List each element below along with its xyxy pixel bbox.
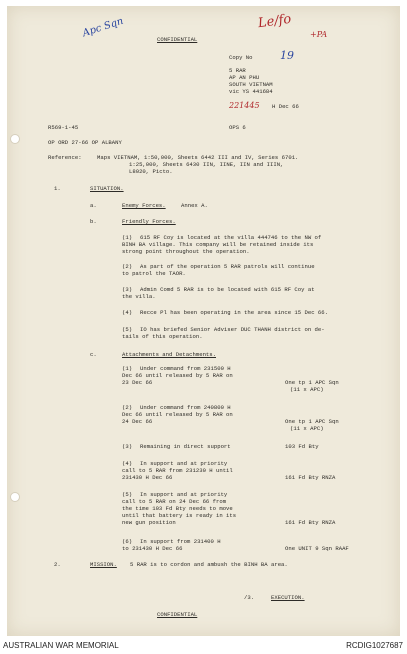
friendly-item-line: Admin Comd 5 RAR is to be located with 615 RF Coy at	[140, 286, 315, 293]
attachment-number: (3)	[122, 443, 133, 450]
punch-hole	[10, 134, 20, 144]
attachment-line: call to 5 RAR from 231230 H until	[122, 467, 233, 474]
para-b-letter: b.	[90, 218, 97, 225]
friendly-item-number: (3)	[122, 286, 133, 293]
attachment-unit: 161 Fd Bty RNZA	[285, 474, 336, 481]
archive-id: RCDIG1027687	[346, 641, 403, 650]
order-title: OP ORD 27-66 OP ALBANY	[48, 139, 122, 146]
copy-no-value: 19	[280, 49, 294, 62]
para-1-number: 1.	[54, 185, 61, 192]
friendly-item-line: 615 RF Coy is located at the villa 444746 to the NW of	[140, 234, 322, 241]
attachment-line: Remaining in direct support	[140, 443, 231, 450]
attachment-line: Dec 66 until released by 5 RAR on	[122, 372, 233, 379]
ops-number: OPS 6	[229, 124, 246, 131]
attachment-unit: One tp 1 APC Sqn	[285, 418, 339, 425]
friendly-item-line: tails of this operation.	[122, 333, 203, 340]
mission-heading: MISSION.	[90, 561, 117, 568]
friendly-item-number: (2)	[122, 263, 133, 270]
country: SOUTH VIETNAM	[229, 81, 273, 88]
friendly-item-line: IO has briefed Senior Adviser DUC THANH district on de-	[140, 326, 325, 333]
annotation-red-pa: +PA	[310, 30, 328, 39]
attachment-line: new gun position	[122, 519, 176, 526]
attachment-line: 23 Dec 66	[122, 379, 153, 386]
attachment-unit: One tp 1 APC Sqn	[285, 379, 339, 386]
friendly-item-line: BINH BA village. This company will be retained inside its	[122, 241, 314, 248]
enemy-forces-text: Annex A.	[181, 202, 208, 209]
reference-line: Maps VIETNAM, 1:50,000, Sheets 6442 III and IV, Series 6701.	[97, 154, 299, 161]
reference-line: L8020, Picto.	[129, 168, 173, 175]
para-c-letter: c.	[90, 351, 97, 358]
attachment-line: the time 103 Fd Bty needs to move	[122, 505, 233, 512]
para-a-letter: a.	[90, 202, 97, 209]
attachment-unit: One UNIT 9 Sqn RAAF	[285, 545, 349, 552]
annotation-apc-sqn: Apc Sqn	[81, 15, 125, 40]
attachment-line: 24 Dec 66	[122, 418, 153, 425]
friendly-item-line: strong point throughout the operation.	[122, 248, 250, 255]
attachment-line: In support and at priority	[140, 491, 228, 498]
grid-ref: vic YS 441684	[229, 88, 273, 95]
attachment-number: (6)	[122, 538, 133, 545]
para-2-number: 2.	[54, 561, 61, 568]
attachment-number: (5)	[122, 491, 133, 498]
friendly-forces-heading: Friendly Forces.	[122, 218, 176, 225]
attachment-unit: 103 Fd Bty	[285, 443, 319, 450]
reference-label: Reference:	[48, 154, 82, 161]
attachment-line: call to 5 RAR on 24 Dec 66 from	[122, 498, 227, 505]
attachment-line: Under command from 231500 H	[140, 365, 231, 372]
dtg-handwritten: 221445	[229, 101, 260, 110]
mission-text: 5 RAR is to cordon and ambush the BINH BA area.	[130, 561, 288, 568]
attachments-heading: Attachments and Detachments.	[122, 351, 216, 358]
annotation-red-initials: Le/fo	[257, 11, 293, 32]
archive-institution: AUSTRALIAN WAR MEMORIAL	[3, 641, 119, 650]
post-office: AP AN PHU	[229, 74, 260, 81]
classification-bottom: CONFIDENTIAL	[157, 611, 198, 618]
unit: 5 RAR	[229, 67, 246, 74]
punch-hole	[10, 492, 20, 502]
attachment-unit: (11 x APC)	[290, 386, 324, 393]
friendly-item-number: (4)	[122, 309, 133, 316]
friendly-item-line: As part of the operation 5 RAR patrols will continue	[140, 263, 315, 270]
attachment-line: until that battery is ready in its	[122, 512, 237, 519]
attachment-line: In support from 231400 H	[140, 538, 221, 545]
reference-line: 1:25,000, Sheets 6430 IIN, IINE, IIN and IIIN,	[129, 161, 284, 168]
classification-top: CONFIDENTIAL	[157, 36, 198, 43]
attachment-line: 231430 H Dec 66	[122, 474, 173, 481]
attachment-number: (2)	[122, 404, 133, 411]
attachment-line: Under command from 240800 H	[140, 404, 231, 411]
continuation-text: EXECUTION.	[271, 594, 305, 601]
para-1-heading: SITUATION.	[90, 185, 124, 192]
friendly-item-line: the villa.	[122, 293, 156, 300]
enemy-forces-heading: Enemy Forces.	[122, 202, 166, 209]
attachment-unit: (11 x APC)	[290, 425, 324, 432]
attachment-unit: 161 Fd Bty RNZA	[285, 519, 336, 526]
attachment-line: Dec 66 until released by 5 RAR on	[122, 411, 233, 418]
attachment-number: (1)	[122, 365, 133, 372]
friendly-item-number: (1)	[122, 234, 133, 241]
friendly-item-line: Recce Pl has been operating in the area since 15 Dec 66.	[140, 309, 328, 316]
attachment-line: to 231430 H Dec 66	[122, 545, 183, 552]
attachment-line: In support and at priority	[140, 460, 228, 467]
copy-no-label: Copy No	[229, 54, 253, 61]
friendly-item-line: to patrol the TAOR.	[122, 270, 186, 277]
dtg-suffix: H Dec 66	[272, 103, 299, 110]
attachment-number: (4)	[122, 460, 133, 467]
friendly-item-number: (5)	[122, 326, 133, 333]
continuation-number: /3.	[244, 594, 255, 601]
archive-footer	[0, 636, 407, 654]
reference-code: R569-1-45	[48, 124, 79, 131]
